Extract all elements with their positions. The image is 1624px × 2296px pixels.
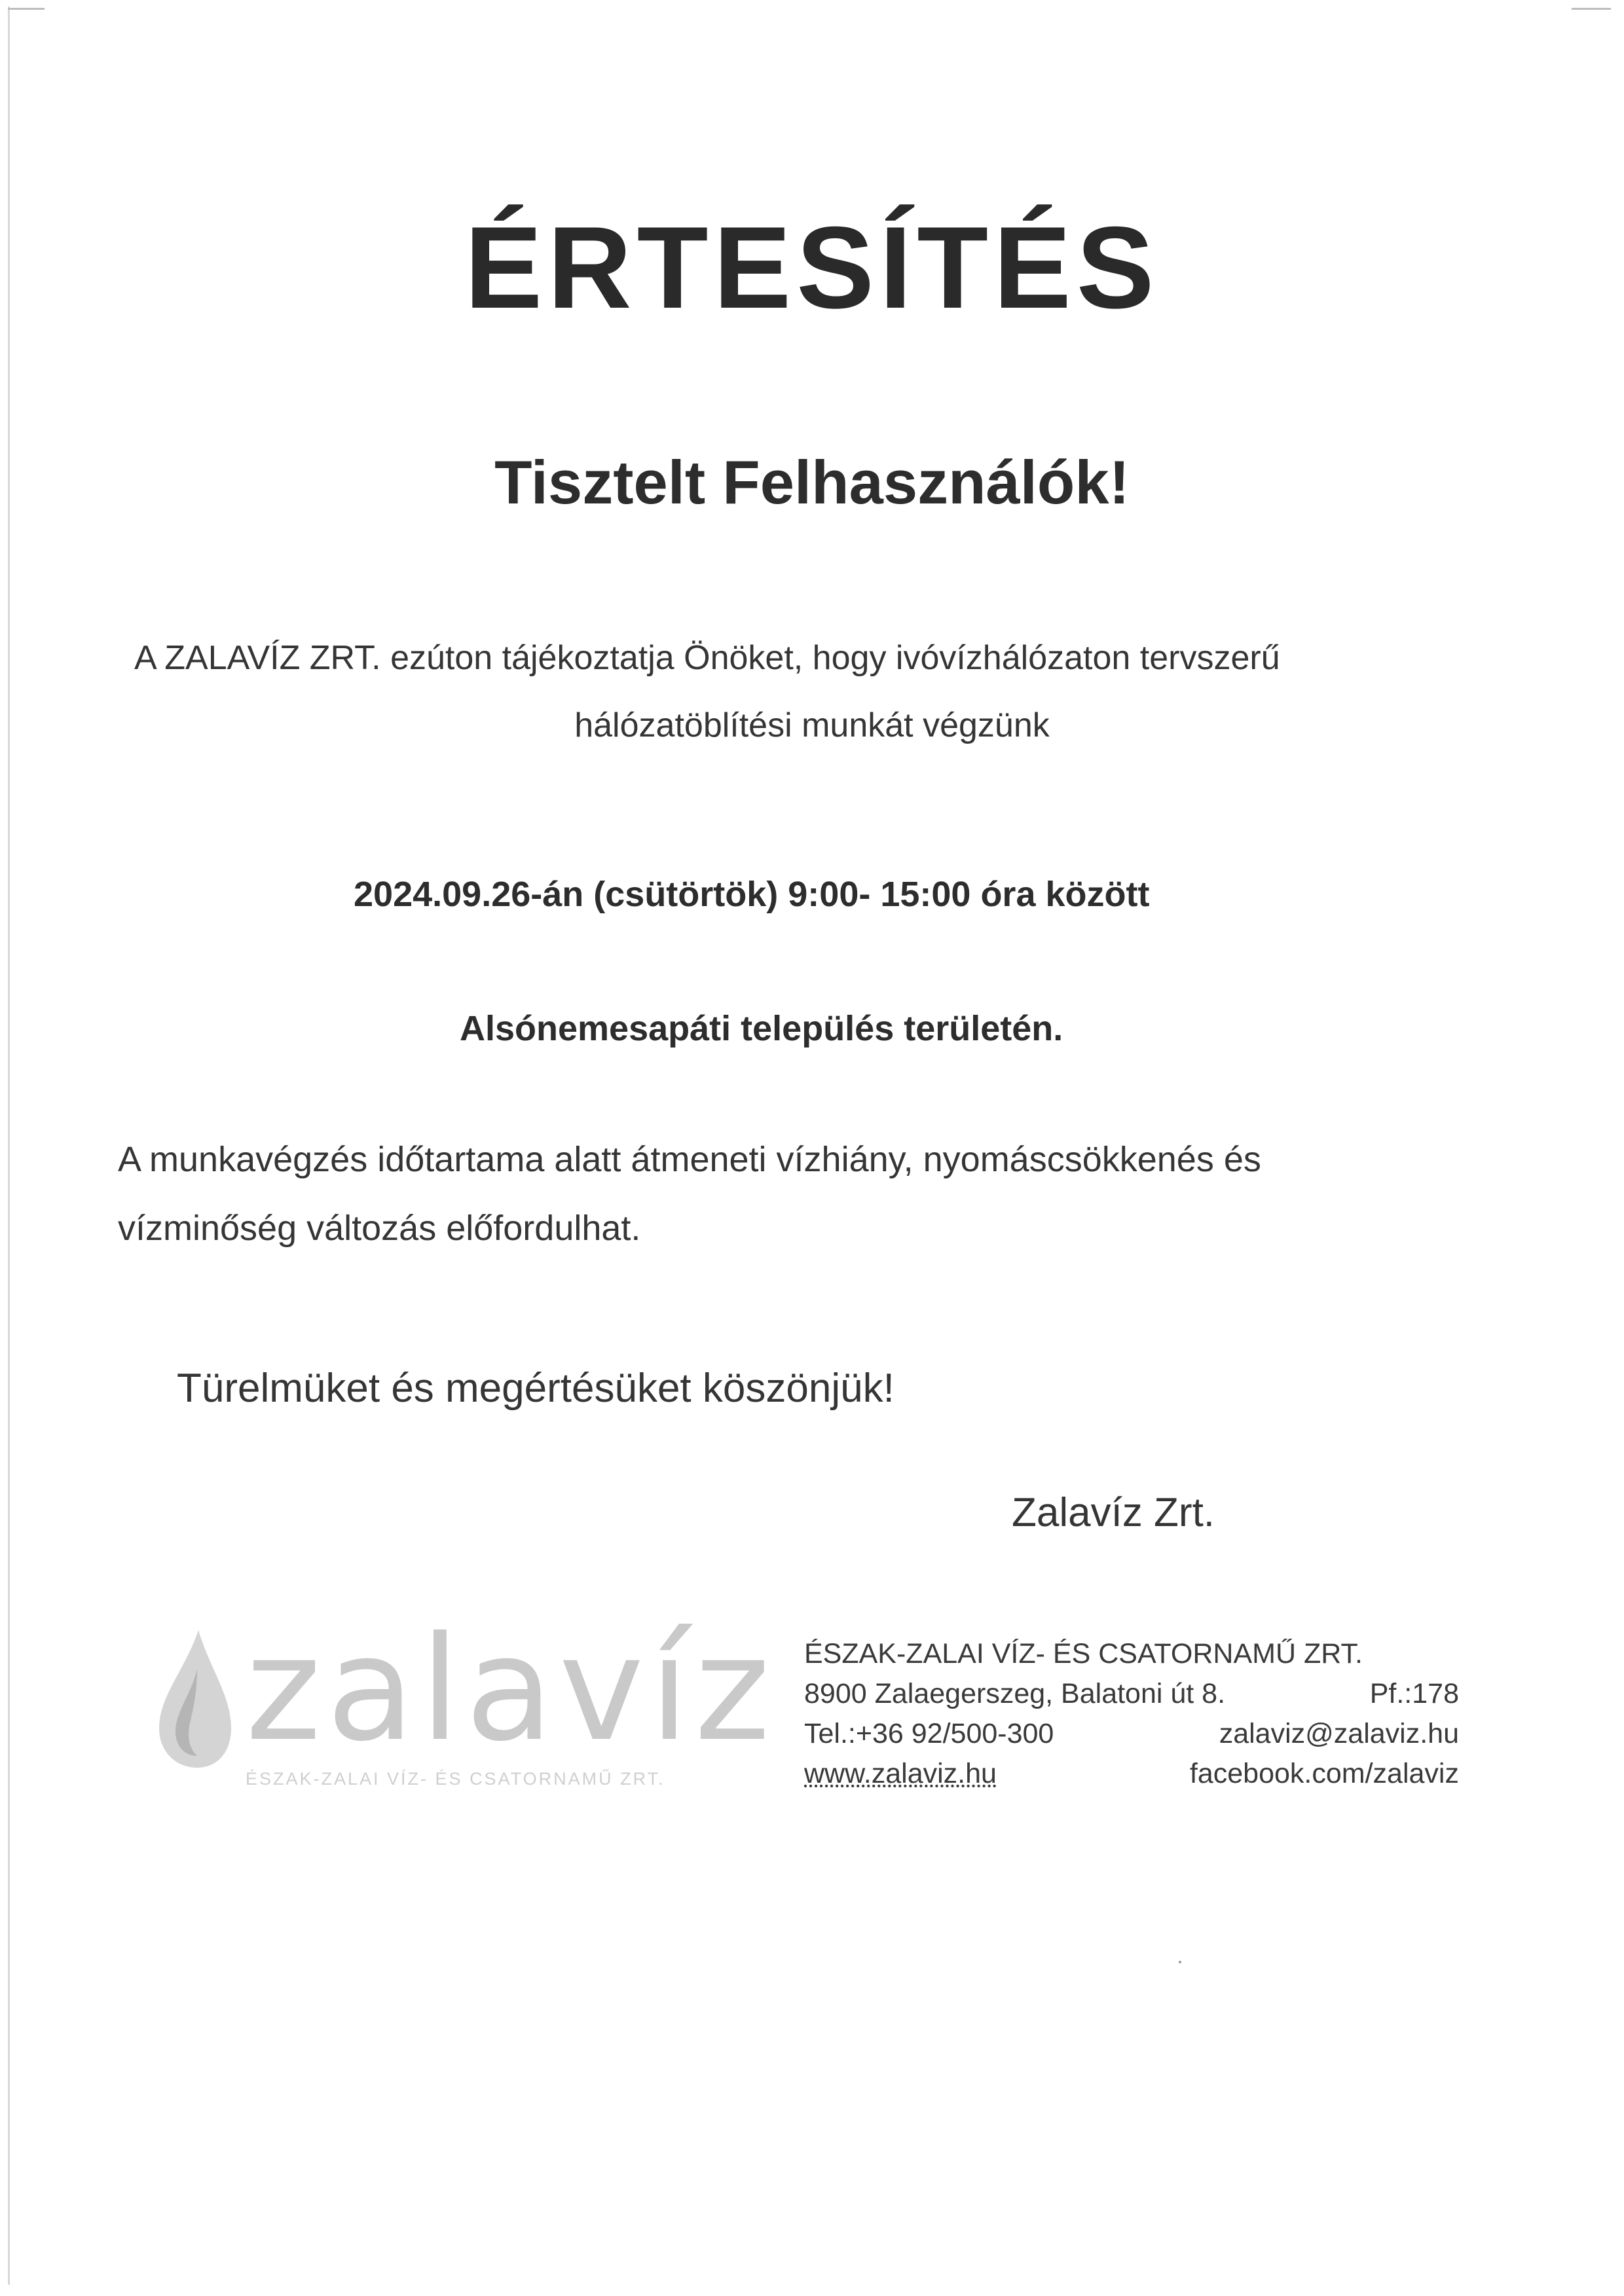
notice-title: ÉRTESÍTÉS — [464, 202, 1160, 333]
contact-po-box: Pf.:178 — [1369, 1678, 1459, 1709]
scan-edge-right — [1572, 8, 1611, 10]
date-line: 2024.09.26-án (csütörtök) 9:00- 15:00 óra között — [354, 875, 1150, 914]
contact-company: ÉSZAK-ZALAI VÍZ- ÉS CSATORNAMŰ ZRT. — [804, 1638, 1363, 1669]
contact-row-phone — [804, 1720, 1459, 1760]
contact-block — [804, 1640, 1459, 1800]
logo-wordmark: zalavíz — [246, 1605, 776, 1773]
scan-dot — [1179, 1961, 1181, 1963]
effect-line-2: vízminőség változás előfordulhat. — [118, 1209, 641, 1248]
contact-row-address — [804, 1680, 1459, 1720]
intro-line-1: A ZALAVÍZ ZRT. ezúton tájékoztatja Önöket, hogy ivóvízhálózaton tervszerű — [134, 639, 1280, 677]
effect-line-1: A munkavégzés időtartama alatt átmeneti vízhiány, nyomáscsökkenés és — [118, 1140, 1261, 1179]
intro-line-2: hálózatöblítési munkát végzünk — [574, 706, 1050, 744]
contact-row-company — [804, 1640, 1459, 1680]
scan-edge-top — [8, 8, 45, 10]
location-line: Alsónemesapáti település területén. — [460, 1009, 1063, 1048]
company-logo — [147, 1605, 776, 1800]
contact-website[interactable]: www.zalaviz.hu — [804, 1758, 997, 1789]
thanks-text: Türelmüket és megértésüket köszönjük! — [177, 1366, 895, 1411]
water-drop-icon — [159, 1630, 231, 1768]
greeting: Tisztelt Felhasználók! — [494, 448, 1130, 517]
contact-row-web — [804, 1760, 1459, 1800]
scan-edge-left — [8, 7, 10, 2285]
signature: Zalavíz Zrt. — [1012, 1490, 1215, 1535]
logo-tagline: ÉSZAK-ZALAI VÍZ- ÉS CSATORNAMŰ ZRT. — [246, 1769, 665, 1789]
contact-address: 8900 Zalaegerszeg, Balatoni út 8. — [804, 1678, 1226, 1709]
contact-facebook[interactable]: facebook.com/zalaviz — [1189, 1758, 1459, 1789]
contact-email[interactable]: zalaviz@zalaviz.hu — [1219, 1718, 1459, 1749]
contact-phone: Tel.:+36 92/500-300 — [804, 1718, 1054, 1749]
